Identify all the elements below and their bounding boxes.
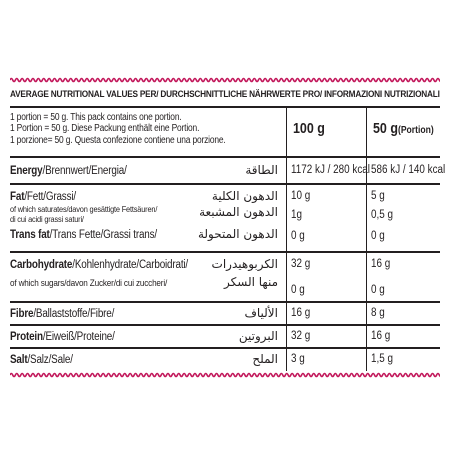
column-50g: 50 g(Portion) bbox=[373, 120, 434, 137]
portion-note: 1 portion = 50 g. This pack contains one portion. 1 Portion = 50 g. Diese Packung enthält eine Portion. 1 porzione= 50 g. Questa confezione contiene una porzione. bbox=[10, 111, 226, 146]
nutrition-title: AVERAGE NUTRITIONAL VALUES PER/ DURCHSCHNITTLICHE NÄHRWERTE PRO/ INFORMAZIONI NUTRIZIONALI bbox=[10, 89, 440, 100]
row-fat-block: Fat/Fett/Grassi/ الدهون الكلية of which saturates/davon gesättigte Fettsäuren/ di cui acidi grassi saturi/ الدهون المشبعة Trans fat/Trans Fette/Grassi trans/ الدهون المتحولة 10 g 1g 0 g 5 g 0,5 g 0 g bbox=[10, 185, 440, 253]
row-carbohydrate-block: Carbohydrate/Kohlenhydrate/Carboidrati/ الكربوهيدرات of which sugars/davon Zucker/di cui zuccheri/ منها السكر 32 g 0 g 16 g 0 g bbox=[10, 253, 440, 303]
wavy-top-border bbox=[10, 76, 440, 84]
wavy-bottom-border bbox=[10, 371, 440, 379]
row-protein: Protein/Eiweiß/Proteine/ البروتين 32 g 16 g bbox=[10, 326, 440, 349]
column-100g: 100 g bbox=[293, 120, 325, 137]
row-energy: Energy/Brennwert/Energia/ الطاقة 1172 kJ / 280 kcal 586 kJ / 140 kcal bbox=[10, 158, 440, 185]
nutrition-panel bbox=[10, 76, 446, 379]
row-fibre: Fibre/Ballaststoffe/Fibre/ الألياف 16 g 8 g bbox=[10, 303, 440, 326]
column-header-row bbox=[10, 108, 440, 158]
row-salt: Salt/Salz/Sale/ الملح 3 g 1,5 g bbox=[10, 349, 440, 371]
